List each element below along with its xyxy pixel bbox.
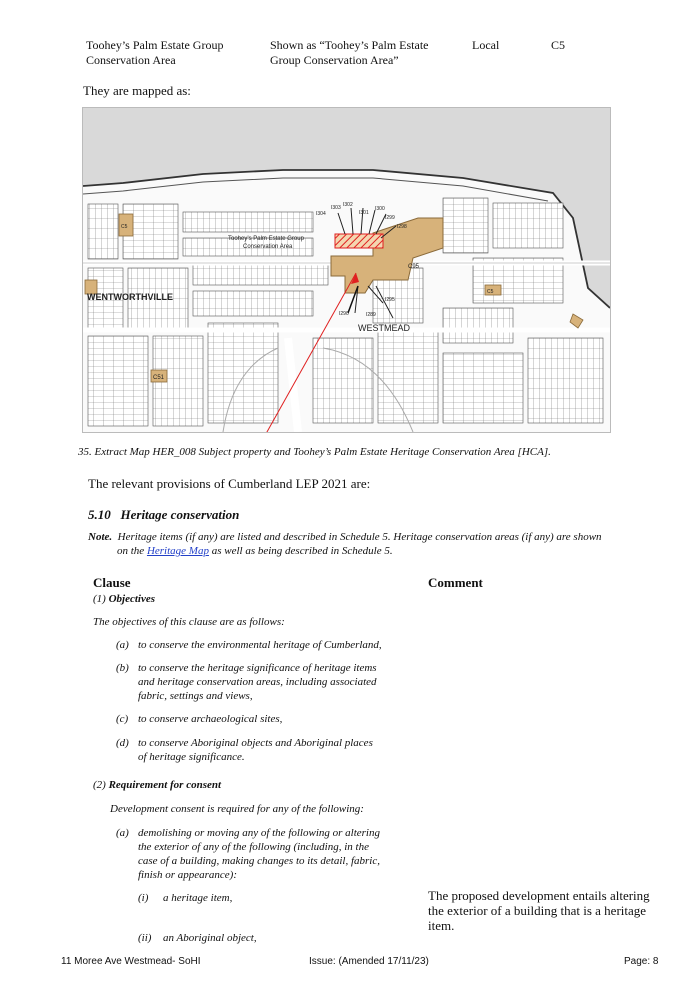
requirement-title: Requirement for consent xyxy=(108,779,222,791)
objective-line: to conserve Aboriginal objects and Aboriginal places xyxy=(138,737,373,749)
map-label-item: I290 xyxy=(339,311,349,317)
objective-mark: (a) xyxy=(116,639,129,651)
hca-hatched-area xyxy=(335,234,383,248)
requirement-mark-a: (a) xyxy=(116,827,129,839)
objective-mark: (c) xyxy=(116,713,129,725)
requirement-intro: Development consent is required for any of the following: xyxy=(110,803,364,815)
requirement-mark-i: (i) xyxy=(138,892,149,904)
map-label-c5b: C5 xyxy=(487,289,494,295)
map-label-item: I295 xyxy=(385,297,395,303)
objective-line: to conserve the heritage significance of heritage items xyxy=(138,662,377,674)
comment-text xyxy=(428,888,671,933)
heritage-map-link[interactable]: Heritage Map xyxy=(146,545,209,557)
objectives-intro: The objectives of this clause are as follows: xyxy=(93,616,285,628)
note-label: Note. xyxy=(88,531,113,543)
requirement-text-ii: an Aboriginal object, xyxy=(163,932,257,944)
comment-line: item. xyxy=(428,918,455,933)
footer-left: 11 Moree Ave Westmead- SoHI xyxy=(61,956,201,967)
section-number: 5.10 xyxy=(88,507,111,522)
heritage-map-extract xyxy=(82,107,611,433)
note-line2-pre: on the xyxy=(117,545,145,557)
comment-line: the exterior of a building that is a heritage xyxy=(428,903,647,918)
requirement-line: demolishing or moving any of the following or altering xyxy=(138,827,380,839)
objectives-title: Objectives xyxy=(108,593,156,605)
objective-line: to conserve archaeological sites, xyxy=(138,713,283,725)
requirement-text-a xyxy=(138,826,423,882)
objective-line: to conserve the environmental heritage of Cumberland, xyxy=(138,639,382,651)
map-label-hca-2: Conservation Area xyxy=(243,244,293,250)
map-label-item: I303 xyxy=(331,205,341,211)
map-label-c51: C51 xyxy=(153,375,165,381)
objective-line: of heritage significance. xyxy=(138,751,245,763)
row-item-name xyxy=(86,38,256,68)
objective-text xyxy=(138,736,418,764)
section-heading xyxy=(88,507,239,522)
footer-center: Issue: (Amended 17/11/23) xyxy=(309,956,429,967)
footer-right: Page: 8 xyxy=(624,956,659,967)
objective-line: fabric, settings and views, xyxy=(138,690,253,702)
objective-line: and heritage conservation areas, including associated xyxy=(138,676,377,688)
item-name-line: Conservation Area xyxy=(86,53,176,67)
objective-mark: (d) xyxy=(116,737,129,749)
comment-header: Comment xyxy=(428,575,483,590)
map-label-item: I304 xyxy=(316,211,326,217)
map-label-item: I299 xyxy=(385,215,395,221)
mapped-as-text: They are mapped as: xyxy=(83,83,191,98)
objective-text xyxy=(138,712,418,726)
map-label-c95: C95 xyxy=(408,264,420,270)
map-label-item: I298 xyxy=(397,224,407,230)
note-line2-post: as well as being described in Schedule 5. xyxy=(211,545,393,557)
row-item-number: C5 xyxy=(551,38,566,52)
requirement-heading xyxy=(93,778,221,792)
clause-header: Clause xyxy=(93,575,131,590)
objectives-num: (1) xyxy=(93,593,106,605)
requirement-mark-ii: (ii) xyxy=(138,932,152,944)
relevant-provisions-text: The relevant provisions of Cumberland LEP 2021 are: xyxy=(88,476,371,491)
objective-mark: (b) xyxy=(116,662,129,674)
objectives-heading xyxy=(93,592,155,606)
map-label-hca-1: Toohey’s Palm Estate Group xyxy=(228,236,304,242)
requirement-line: case of a building, making changes to its detail, fabric, xyxy=(138,855,380,867)
map-label-item: I289 xyxy=(366,312,376,318)
map-label-westmead: WESTMEAD xyxy=(358,323,411,333)
objective-text xyxy=(138,661,418,703)
item-name-line: Toohey’s Palm Estate Group xyxy=(86,38,224,52)
row-item-description xyxy=(270,38,460,68)
map-label-wentworthville: WENTWORTHVILLE xyxy=(87,292,173,302)
row-significance: Local xyxy=(472,38,500,52)
requirement-num: (2) xyxy=(93,779,106,791)
note-line1: Heritage items (if any) are listed and described in Schedule 5. Heritage conservation areas (if any) are shown xyxy=(117,531,602,543)
item-description-line: Shown as “Toohey’s Palm Estate xyxy=(270,38,429,52)
map-label-item: I301 xyxy=(359,210,369,216)
map-label-item: I300 xyxy=(375,206,385,212)
objective-text xyxy=(138,638,418,652)
requirement-text-i: a heritage item, xyxy=(163,892,233,904)
comment-line: The proposed development entails altering xyxy=(428,888,650,903)
requirement-line: finish or appearance): xyxy=(138,869,237,881)
note-block xyxy=(88,530,680,558)
section-title: Heritage conservation xyxy=(120,507,240,522)
requirement-line: the exterior of any of the following (including, in the xyxy=(138,841,369,853)
map-caption: 35. Extract Map HER_008 Subject property and Toohey’s Palm Estate Heritage Conservation Area [HCA]. xyxy=(78,446,551,458)
map-label-item: I302 xyxy=(343,202,353,208)
item-description-line: Group Conservation Area” xyxy=(270,53,399,67)
map-label-c5a: C5 xyxy=(121,224,128,230)
